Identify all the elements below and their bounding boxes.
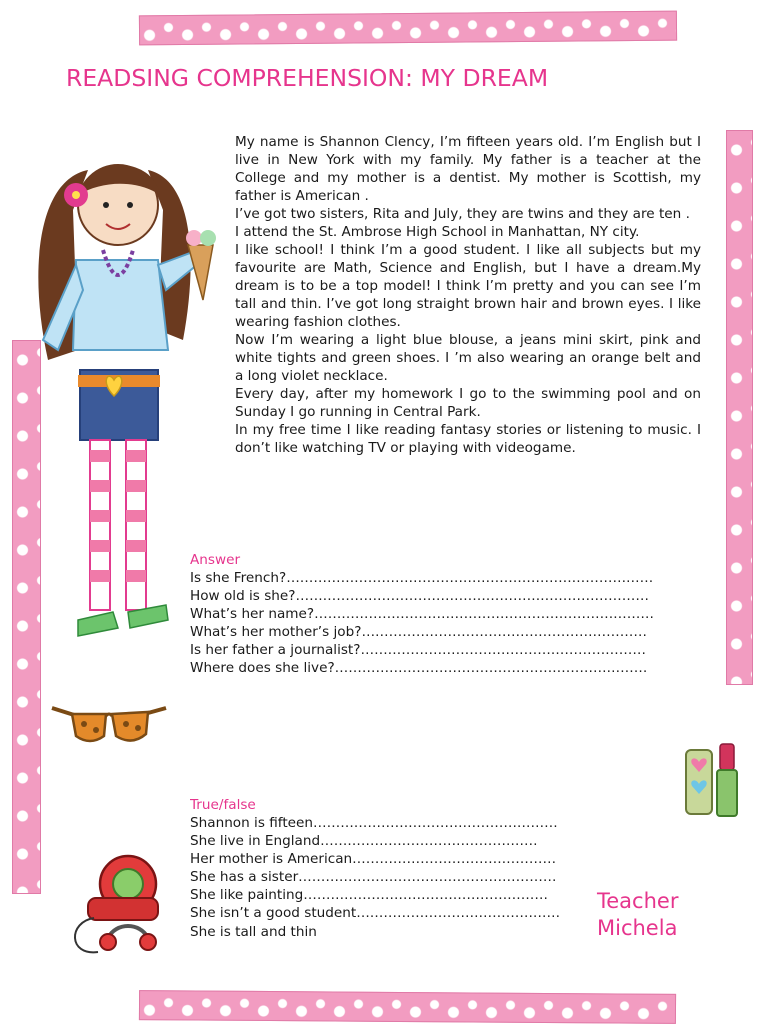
question-item: What’s her mother’s job?………………………………………………………: [190, 624, 647, 641]
truefalse-item: Her mother is American………………………………………: [190, 851, 557, 868]
question-item: How old is she?……………………………………………………………………: [190, 588, 649, 605]
story-paragraph: I’ve got two sisters, Rita and July, they are twins and they are ten .: [235, 206, 690, 222]
question-item: What’s her name?…………………………………………………………………: [190, 606, 654, 623]
signature-line: Teacher: [597, 889, 679, 913]
truefalse-item: She live in England…………………………………………: [190, 833, 538, 850]
question-item: Is her father a journalist?………………………………………………………: [190, 642, 646, 659]
story-paragraph: Now I’m wearing a light blue blouse, a jeans mini skirt, pink and white tights and green shoes. I ’m also wearing an orange belt and a long violet necklace.: [235, 332, 701, 384]
page-title: READSING COMPREHENSION: MY DREAM: [66, 64, 549, 92]
story-paragraph: I attend the St. Ambrose High School in Manhattan, NY city.: [235, 224, 640, 240]
floral-border-top: [139, 11, 677, 46]
answer-heading: Answer: [190, 552, 241, 568]
truefalse-item: She is tall and thin: [190, 923, 317, 940]
story-paragraph: Every day, after my homework I go to the swimming pool and on Sunday I go running in Central Park.: [235, 386, 701, 420]
truefalse-item: She has a sister…………………………………………………: [190, 869, 557, 886]
truefalse-heading: True/false: [190, 797, 256, 813]
question-item: Is she French?………………………………………………………………………: [190, 570, 654, 586]
teacher-signature: [597, 888, 707, 942]
signature-line: Michela: [597, 916, 678, 940]
cd-player-illustration: [68, 852, 164, 960]
story-paragraph: My name is Shannon Clency, I’m fifteen years old. I’m English but I live in New York with my family. My father is a teacher at the College and my mother is a dentist. My mother is Scottish, my father is American .: [235, 134, 701, 204]
lipstick-illustration: [682, 740, 744, 822]
truefalse-item: Shannon is fifteen………………………………………………: [190, 815, 558, 831]
sunglasses-illustration: [50, 690, 168, 750]
floral-border-bottom: [139, 990, 676, 1024]
truefalse-item: She like painting………………………………………………: [190, 887, 548, 904]
story-paragraph: In my free time I like reading fantasy stories or listening to music. I don’t like watching TV or playing with videogame.: [235, 422, 701, 456]
story-text: [235, 133, 701, 457]
truefalse-item: She isn’t a good student………………………………………: [190, 905, 561, 922]
answer-section: [190, 551, 668, 678]
question-item: Where does she live?……………………………………………………………: [190, 660, 648, 677]
story-paragraph: I like school! I think I’m a good student. I like all subjects but my favourite are Math, Science and English, but I have a dream.My dream is to be a top model! I think I’m pretty and you can see I’m tall and thin. I’ve got long straight brown hair and brown eyes. I like wearing fashion clothes.: [235, 242, 701, 330]
floral-border-right: [726, 130, 753, 685]
